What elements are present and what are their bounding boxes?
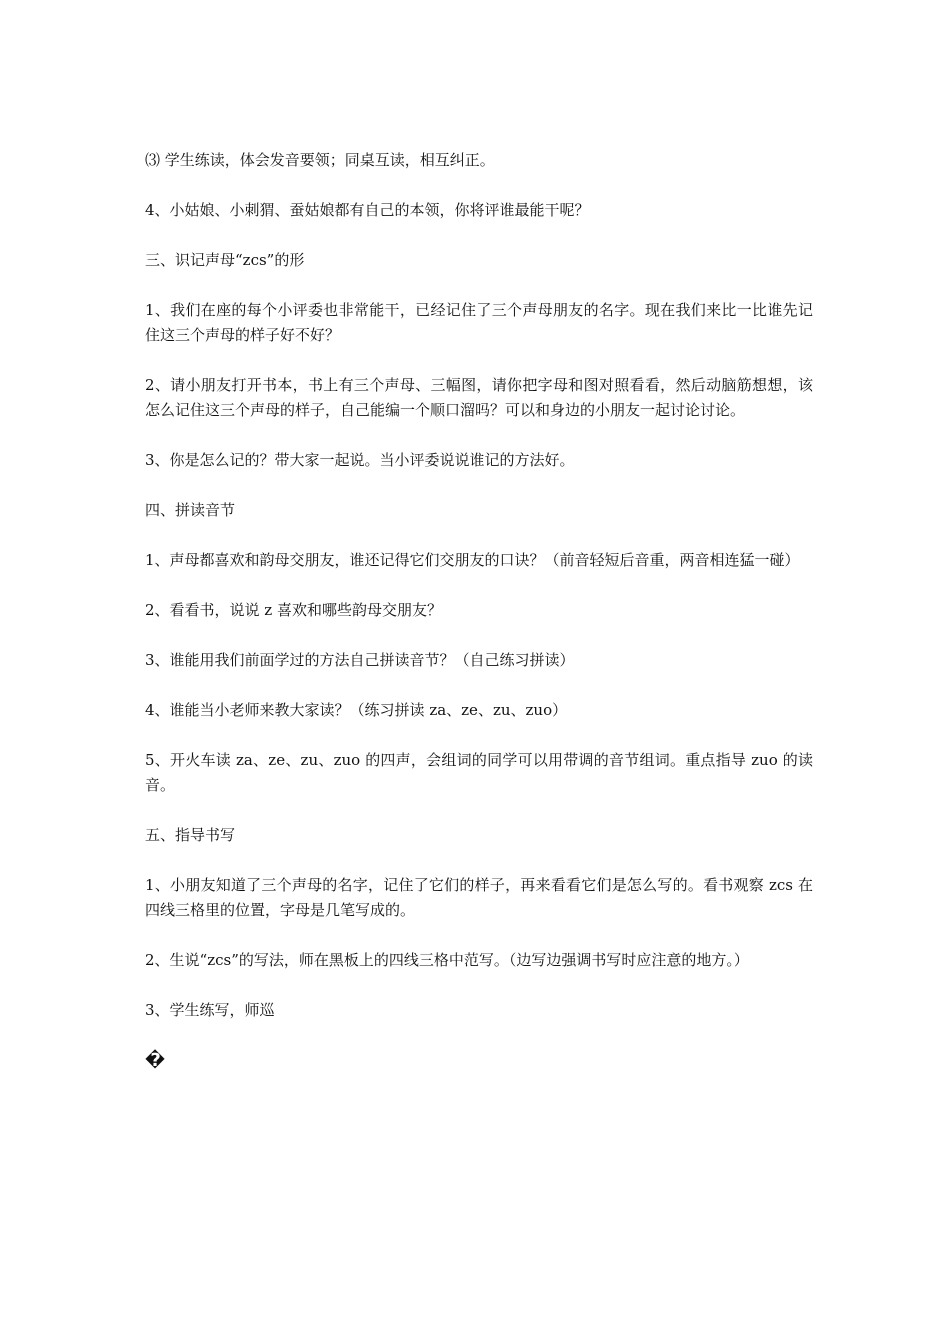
paragraph-look-book: 2、看看书，说说 z 喜欢和哪些韵母交朋友？ bbox=[145, 601, 442, 619]
paragraph-initials-finals: 1、声母都喜欢和韵母交朋友，谁还记得它们交朋友的口诀？（前音轻短后音重，两音相连猛一碰） bbox=[145, 551, 800, 569]
document-body bbox=[145, 148, 813, 1073]
section-heading-5: 五、指导书写 bbox=[145, 826, 236, 844]
paragraph-demo-writing: 2、生说“zcs”的写法，师在黑板上的四线三格中范写。（边写边强调书写时应注意的地方。） bbox=[145, 951, 749, 969]
paragraph-how-write: 1、小朋友知道了三个声母的名字，记住了它们的样子，再来看看它们是怎么写的。看书观察 zcs 在四线三格里的位置，字母是几笔写成的。 bbox=[145, 876, 813, 919]
paragraph-practice-reading: ⑶ 学生练读，体会发音要领；同桌互读，相互纠正。 bbox=[145, 151, 495, 169]
paragraph-little-teacher: 4、谁能当小老师来教大家读？（练习拼读 za、ze、zu、zuo） bbox=[145, 701, 568, 719]
paragraph-train-reading: 5、开火车读 za、ze、zu、zuo 的四声，会组词的同学可以用带调的音节组词。重点指导 zuo 的读音。 bbox=[145, 751, 813, 794]
section-heading-3: 三、识记声母“zcs”的形 bbox=[145, 251, 305, 269]
paragraph-question-who-capable: 4、小姑娘、小刺猬、蚕姑娘都有自己的本领，你将评谁最能干呢？ bbox=[145, 201, 590, 219]
replacement-character-glyph: � bbox=[145, 1050, 166, 1071]
paragraph-open-book: 2、请小朋友打开书本，书上有三个声母、三幅图，请你把字母和图对照看看，然后动脑筋想想，该怎么记住这三个声母的样子，自己能编一个顺口溜吗？可以和身边的小朋友一起讨论讨论。 bbox=[145, 376, 813, 419]
paragraph-how-remember: 3、你是怎么记的？带大家一起说。当小评委说说谁记的方法好。 bbox=[145, 451, 575, 469]
section-heading-4: 四、拼读音节 bbox=[145, 501, 236, 519]
paragraph-practice-writing: 3、学生练写，师巡 bbox=[145, 1001, 275, 1019]
paragraph-self-spelling: 3、谁能用我们前面学过的方法自己拼读音节？（自己练习拼读） bbox=[145, 651, 575, 669]
paragraph-memorize-shapes: 1、我们在座的每个小评委也非常能干，已经记住了三个声母朋友的名字。现在我们来比一比谁先记住这三个声母的样子好不好？ bbox=[145, 301, 813, 344]
